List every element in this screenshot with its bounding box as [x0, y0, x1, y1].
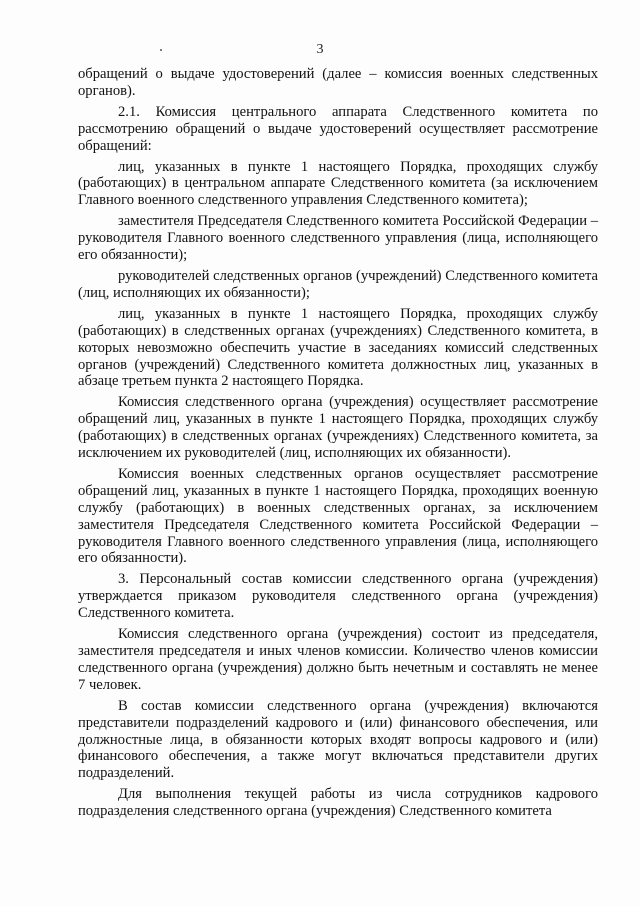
paragraph-continuation: обращений о выдаче удостоверений (далее – комиссия военных следственных органов).	[78, 66, 598, 99]
paragraph-military-commission: Комиссия военных следственных органов осуществляет рассмотрение обращений лиц, указанных в пункте 1 настоящего Порядка, проходящих военную службу (работающих) в военных следственных органах, за исключением заместителя Председателя Следственного комитета Российской Федерации – руководителя Главного военного следственного управления (лица, исполняющего его обязанности).	[78, 465, 598, 567]
paragraph-list-item-heads: руководителей следственных органов (учреждений) Следственного комитета (лиц, исполняющих их обязанности);	[78, 267, 598, 301]
paragraph-members: В состав комиссии следственного органа (учреждения) включаются представители подразделений кадрового и (или) финансового обеспечения, или должностные лица, в обязанности которых входят вопросы кадрового и (или) финансового обеспечения, а также могут включаться представители других подразделений.	[78, 697, 598, 782]
paragraph-2-1: 2.1. Комиссия центрального аппарата Следственного комитета по рассмотрению обращений о выдаче удостоверений осуществляет рассмотрение обращений:	[78, 103, 598, 154]
paragraph-list-item-deputy: заместителя Председателя Следственного комитета Российской Федерации – руководителя Главного военного следственного управления (лица, исполняющего его обязанности);	[78, 213, 598, 264]
paragraph-3: 3. Персональный состав комиссии следственного органа (учреждения) утверждается приказом руководителя следственного органа (учреждения) Следственного комитета.	[78, 571, 598, 622]
document-body	[78, 66, 598, 824]
paragraph-composition: Комиссия следственного органа (учреждения) состоит из председателя, заместителя председателя и иных членов комиссии. Количество членов комиссии следственного органа (учреждения) должно быть нечетным и составлять не менее 7 человек.	[78, 626, 598, 693]
paragraph-current-work: Для выполнения текущей работы из числа сотрудников кадрового подразделения следственного органа (учреждения) Следственного комитета	[78, 786, 598, 820]
paragraph-list-item-central: лиц, указанных в пункте 1 настоящего Порядка, проходящих службу (работающих) в центральном аппарате Следственного комитета (за исключением Главного военного следственного управления Следственного комитета);	[78, 158, 598, 209]
page-number: 3	[316, 42, 324, 57]
paragraph-list-item-other: лиц, указанных в пункте 1 настоящего Порядка, проходящих службу (работающих) в следственных органах (учреждениях) Следственного комитета, в которых невозможно обеспечить участие в заседаниях комиссий следственных органов (учреждений) Следственного комитета должностных лиц, указанных в абзаце третьем пункта 2 настоящего Порядка.	[78, 305, 598, 390]
paragraph-commission-body: Комиссия следственного органа (учреждения) осуществляет рассмотрение обращений лиц, указанных в пункте 1 настоящего Порядка, проходящих службу (работающих) в следственных органах (учреждениях) Следственного комитета, за исключением их руководителей (лиц, исполняющих их обязанности).	[78, 394, 598, 462]
